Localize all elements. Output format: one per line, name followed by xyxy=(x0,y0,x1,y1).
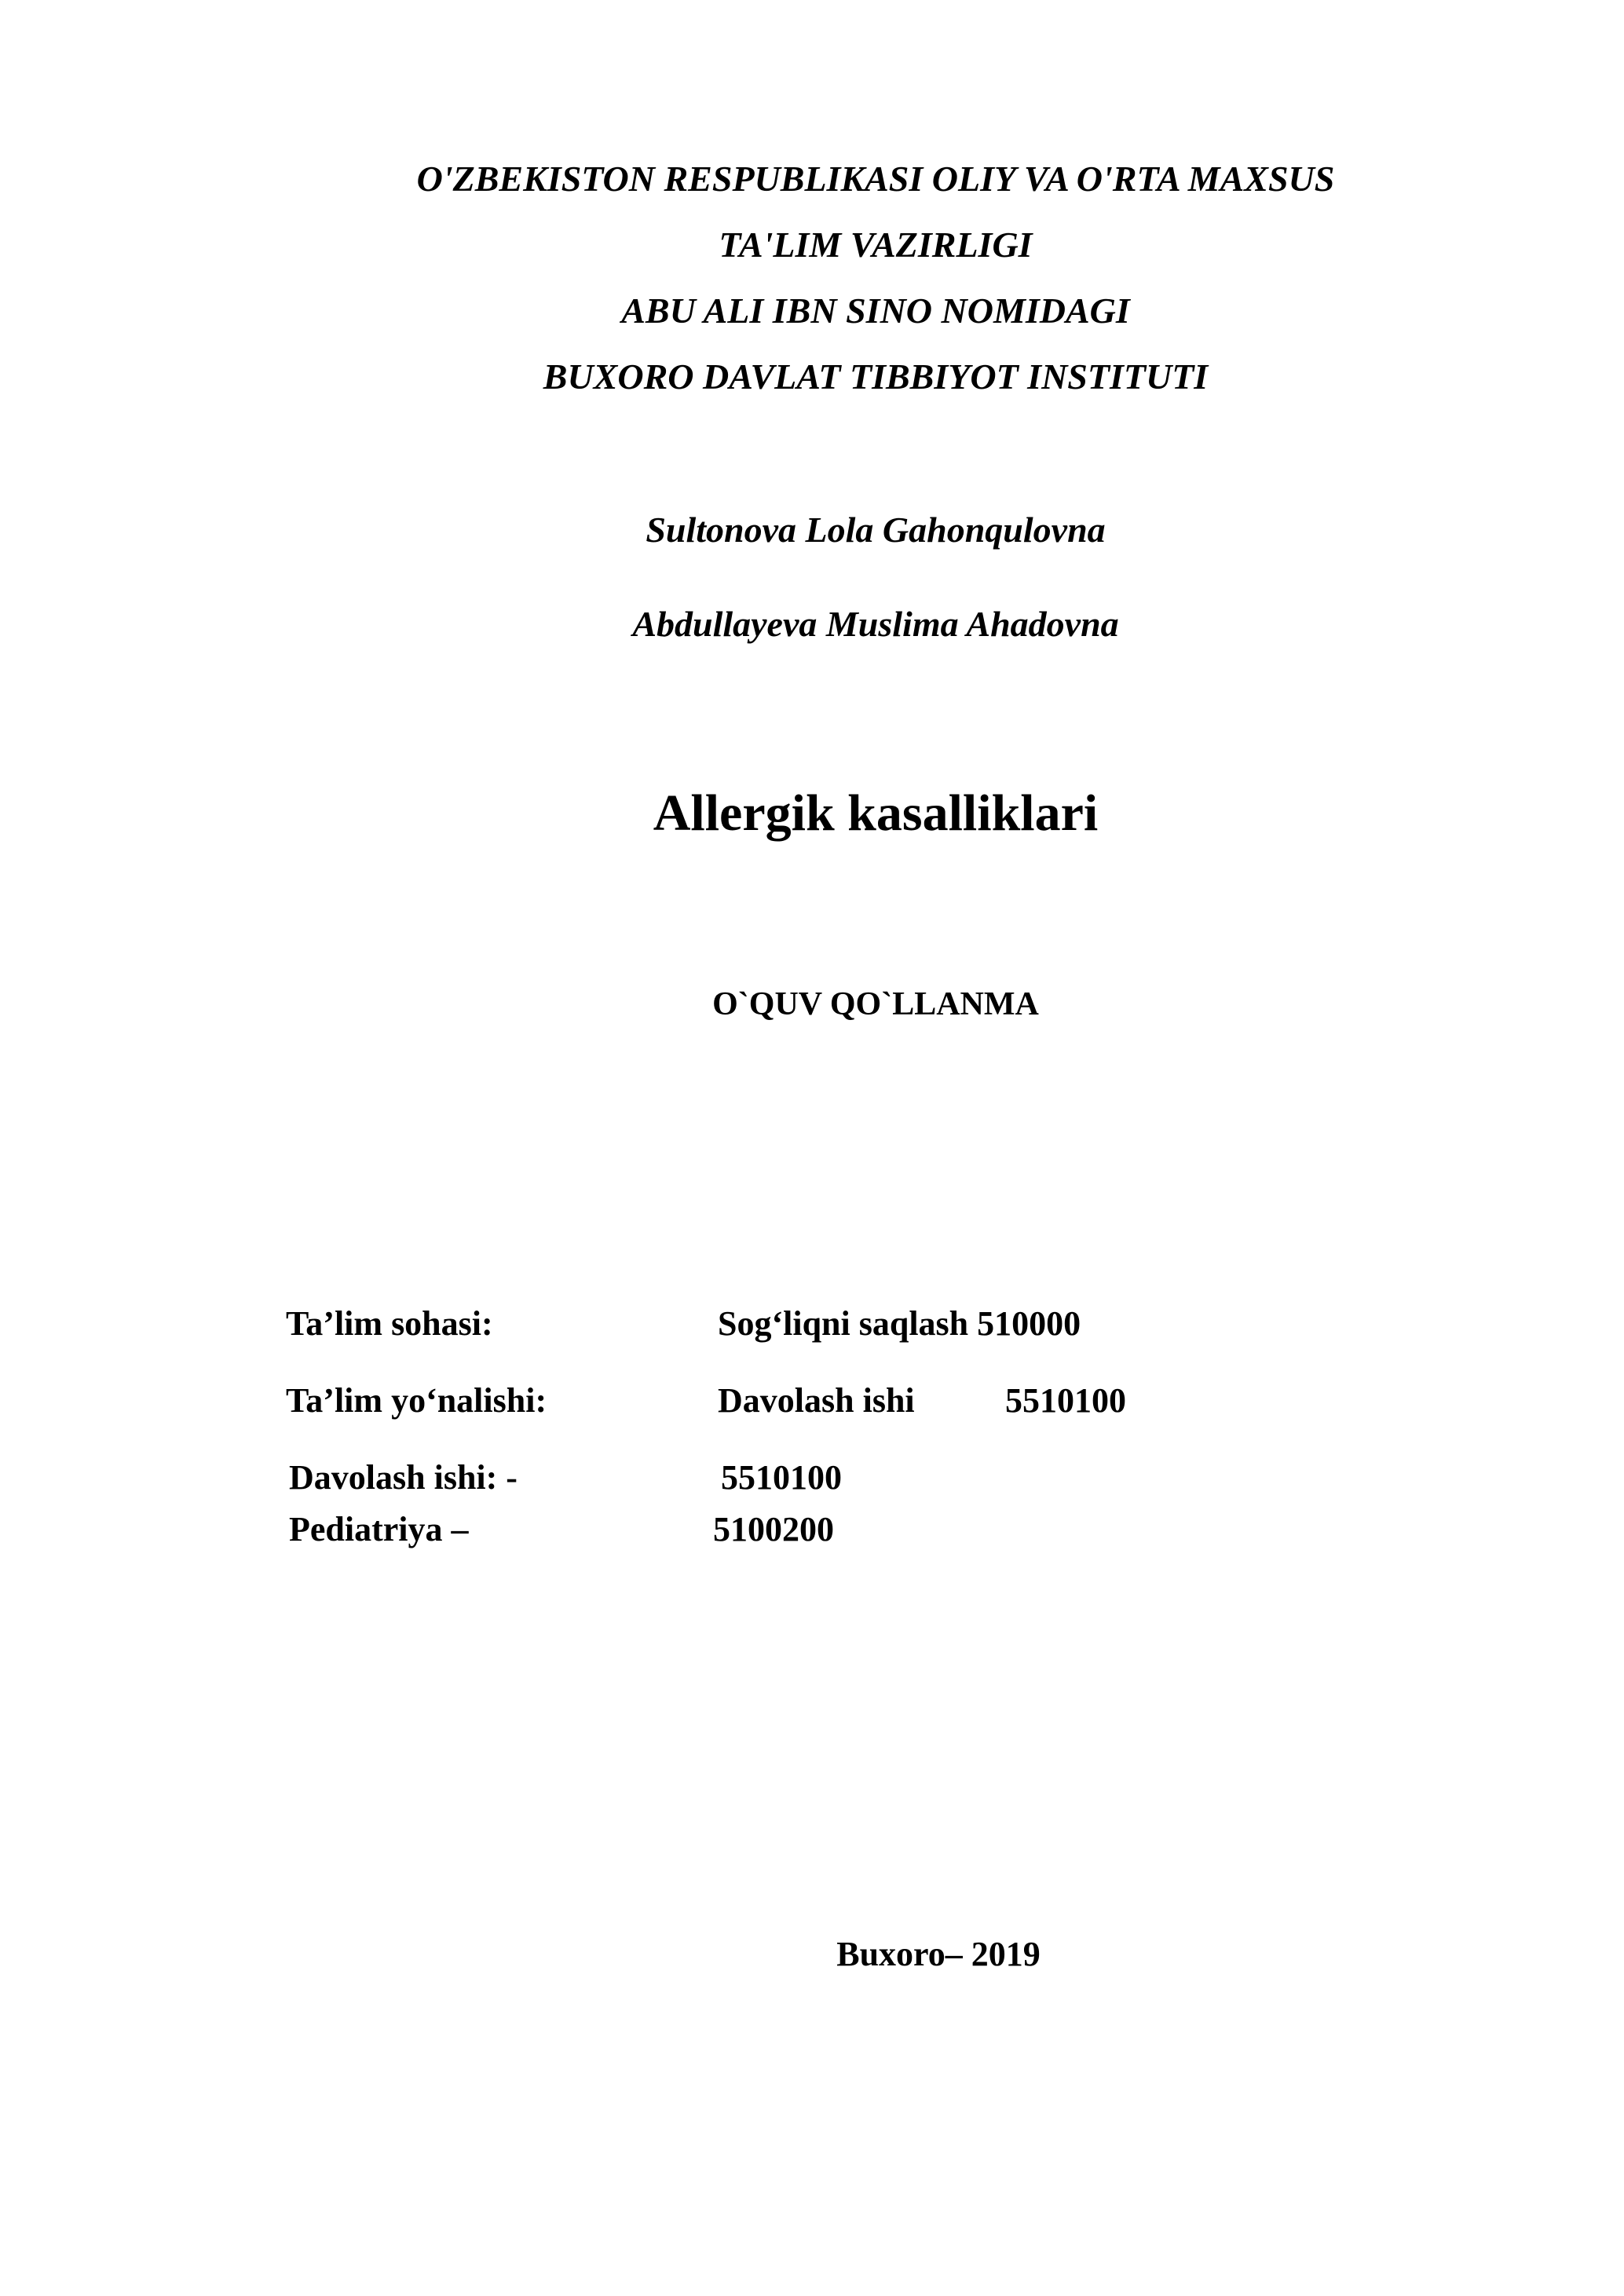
institution-line-2: TA'LIM VAZIRLIGI xyxy=(719,225,1033,265)
specialty-2-code: 5100200 xyxy=(713,1510,834,1548)
direction-value: Davolash ishi xyxy=(718,1381,915,1420)
field-label: Ta’lim sohasi: xyxy=(286,1304,493,1343)
specialty-1-code: 5510100 xyxy=(721,1458,842,1497)
specialty-1-label: Davolash ishi: - xyxy=(289,1458,518,1497)
institution-header xyxy=(0,146,1624,410)
document-title: Allergik kasalliklari xyxy=(653,784,1099,842)
direction-label: Ta’lim yo‘nalishi: xyxy=(286,1381,547,1420)
city-year: Buxoro– 2019 xyxy=(836,1935,1041,1973)
author-1: Sultonova Lola Gahonqulovna xyxy=(646,510,1106,550)
document-subtitle: O`QUV QO`LLANMA xyxy=(712,986,1039,1022)
institution-line-3: ABU ALI IBN SINO NOMIDAGI xyxy=(621,291,1130,331)
specialty-2-label: Pediatriya – xyxy=(289,1510,469,1548)
institution-line-4: BUXORO DAVLAT TIBBIYOT INSTITUTI xyxy=(543,356,1209,397)
field-value: Sog‘liqni saqlash 510000 xyxy=(718,1304,1081,1343)
direction-code: 5510100 xyxy=(1005,1381,1126,1420)
institution-line-1: O'ZBEKISTON RESPUBLIKASI OLIY VA O'RTA MAXSUS xyxy=(416,159,1335,199)
author-2: Abdullayeva Muslima Ahadovna xyxy=(632,604,1119,644)
